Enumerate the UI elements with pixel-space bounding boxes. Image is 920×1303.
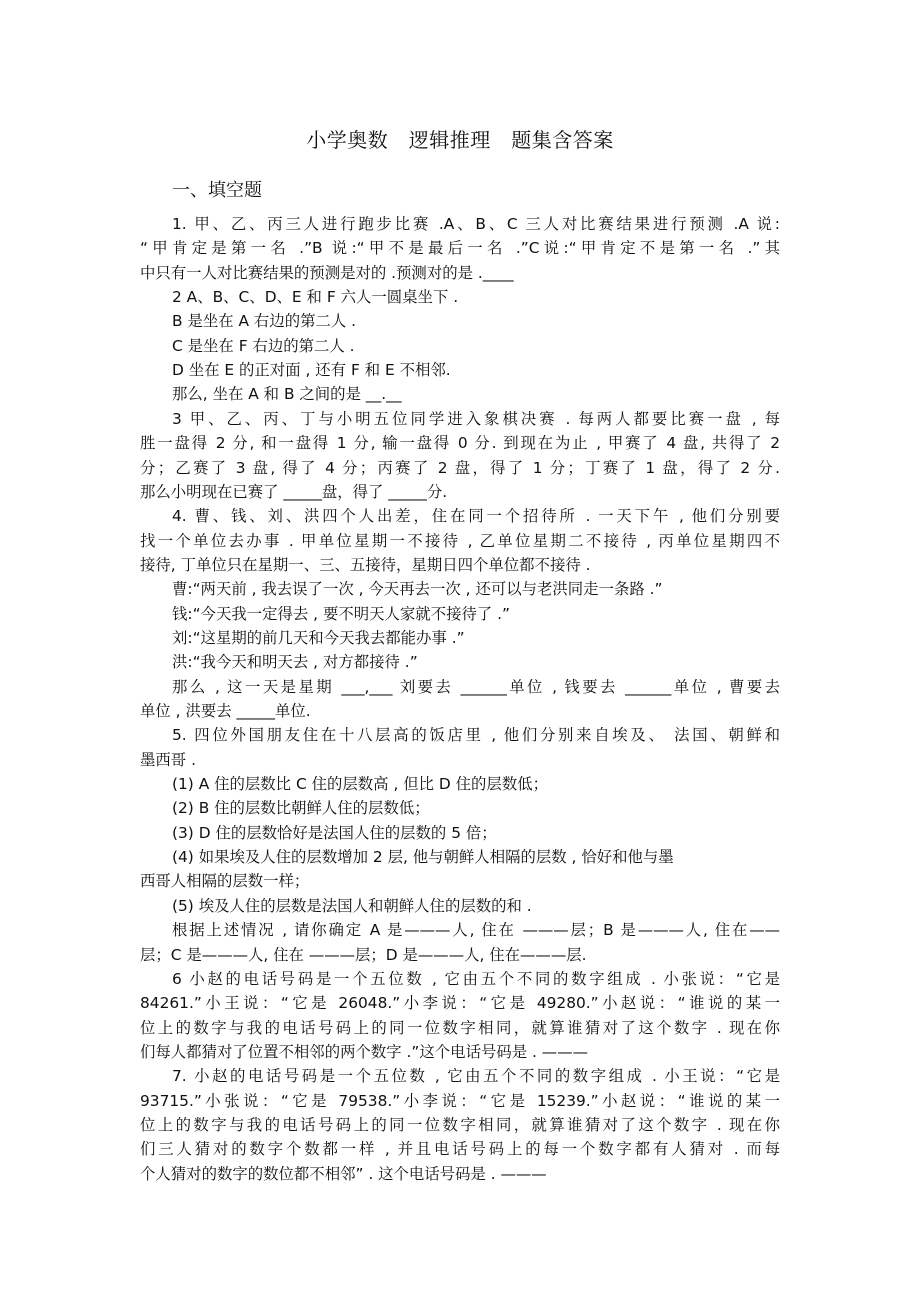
paragraph-21-line: 根据上述情况 , 请你确定 A 是———人, 住在 ———层；B 是———人, 住在—— bbox=[172, 921, 780, 940]
paragraph-1-line: 中只有一人对比赛结果的预测是对的 .预测对的是 .____ bbox=[140, 263, 514, 282]
paragraph-8-line: 找一个单位去办事 . 甲单位星期一不接待 , 乙单位星期二不接待 , 丙单位星期四不 bbox=[140, 531, 780, 550]
paragraph-22-line: 位上的数字与我的电话号码上的同一位数字相同，就算谁猜对了这个数字 . 现在你 bbox=[140, 1018, 780, 1037]
paragraph-13-line: 单位 , 洪要去 _____单位. bbox=[140, 702, 311, 720]
paragraph-17-line: (3) D 住的层数恰好是法国人住的层数的 5 倍； bbox=[172, 823, 497, 842]
paragraph-23-line: 位上的数字与我的电话号码上的同一位数字相同，就算谁猜对了这个数字 . 现在你 bbox=[140, 1115, 780, 1134]
paragraph-5-line: D 坐在 E 的正对面 , 还有 F 和 E 不相邻. bbox=[172, 361, 451, 380]
paragraph-23-line: 93715.”小张说：“它是 79538.”小李说：“它是 15239.”小赵说：“谁说的某一 bbox=[140, 1091, 780, 1110]
paragraph-4-line: C 是坐在 F 右边的第二人 . bbox=[172, 336, 355, 355]
paragraph-14-line: 5. 四位外国朋友住在十八层高的饭店里 , 他们分别来自埃及、 法国、朝鲜和 bbox=[172, 726, 780, 745]
paragraph-11-line: 刘:“这星期的前几天和今天我去都能办事 .” bbox=[172, 628, 465, 647]
paragraph-7-line: 那么小明现在已赛了 _____盘，得了 _____分. bbox=[140, 482, 448, 501]
paragraph-14-line: 墨西哥 . bbox=[140, 750, 196, 769]
paragraph-8-line: 4. 曹、钱、刘、洪四个人出差，住在同一个招待所 . 一天下午 , 他们分别要 bbox=[172, 507, 780, 526]
document-title: 小学奥数 逻辑推理 题集含答案 bbox=[306, 128, 614, 152]
paragraph-22-line: 们每人都猜对了位置不相邻的两个数字 .”这个电话号码是 . ——— bbox=[140, 1042, 588, 1061]
paragraph-19-line: 西哥人相隔的层数一样； bbox=[140, 872, 310, 891]
paragraph-13-line: 那么 , 这一天是星期 ___,___ 刘要去 ______单位 , 钱要去 ______单位 , 曹要去 bbox=[172, 677, 780, 696]
paragraph-23-line: 个人猜对的数字的数位都不相邻” . 这个电话号码是 . ——— bbox=[140, 1164, 547, 1183]
paragraph-22-line: 6 小赵的电话号码是一个五位数 , 它由五个不同的数字组成 . 小张说：“它是 bbox=[172, 969, 780, 988]
paragraph-21-line: 层；C 是———人, 住在 ———层；D 是———人, 住在———层. bbox=[140, 945, 587, 964]
section-heading: 一、填空题 bbox=[172, 180, 262, 201]
paragraph-6-line: 那么, 坐在 A 和 B 之间的是 __.__ bbox=[172, 385, 402, 404]
paragraph-1-line: 1. 甲、乙、丙三人进行跑步比赛 .A、B、C 三人对比赛结果进行预测 .A 说: bbox=[172, 215, 780, 233]
paragraph-7-line: 3 甲、乙、丙、丁与小明五位同学进入象棋决赛 . 每两人都要比赛一盘 , 每 bbox=[172, 409, 780, 428]
paragraph-8-line: 接待, 丁单位只在星期一、三、五接待，星期日四个单位都不接待 . bbox=[140, 555, 591, 574]
paragraph-22-line: 84261.”小王说：“它是 26048.”小李说：“它是 49280.”小赵说：“谁说的某一 bbox=[140, 994, 780, 1013]
paragraph-1-line: “甲肯定是第一名 .”B 说:“甲不是最后一名 .”C说:“甲肯定不是第一名 .”其 bbox=[140, 239, 780, 258]
paragraph-10-line: 钱:“今天我一定得去 , 要不明天人家就不接待了 .” bbox=[172, 604, 511, 623]
paragraph-16-line: (2) B 住的层数比朝鲜人住的层数低； bbox=[172, 799, 430, 818]
paragraph-18-line: (4) 如果埃及人住的层数增加 2 层, 他与朝鲜人相隔的层数 , 恰好和他与墨 bbox=[172, 848, 674, 867]
paragraph-9-line: 曹:“两天前 , 我去误了一次 , 今天再去一次 , 还可以与老洪同走一条路 .” bbox=[172, 580, 663, 599]
paragraph-7-line: 胜一盘得 2 分, 和一盘得 1 分, 输一盘得 0 分. 到现在为止 , 甲赛了 4 盘, 共得了 2 bbox=[140, 434, 780, 453]
paragraph-3-line: B 是坐在 A 右边的第二人 . bbox=[172, 312, 357, 331]
paragraph-20-line: (5) 埃及人住的层数是法国人和朝鲜人住的层数的和 . bbox=[172, 896, 532, 915]
paragraph-15-line: (1) A 住的层数比 C 住的层数高 , 但比 D 住的层数低； bbox=[172, 775, 548, 794]
paragraph-23-line: 7. 小赵的电话号码是一个五位数 , 它由五个不同的数字组成 . 小王说：“它是 bbox=[172, 1067, 780, 1086]
paragraph-2-line: 2 A、B、C、D、E 和 F 六人一圆桌坐下 . bbox=[172, 288, 459, 307]
paragraph-23-line: 们三人猜对的数字个数都一样 , 并且电话号码上的每一个数字都有人猜对 . 而每 bbox=[140, 1140, 780, 1159]
paragraph-7-line: 分；乙赛了 3 盘, 得了 4 分；丙赛了 2 盘，得了 1 分；丁赛了 1 盘，得了 2 分. bbox=[140, 458, 780, 477]
paragraph-12-line: 洪:“我今天和明天去 , 对方都接待 .” bbox=[172, 653, 418, 672]
